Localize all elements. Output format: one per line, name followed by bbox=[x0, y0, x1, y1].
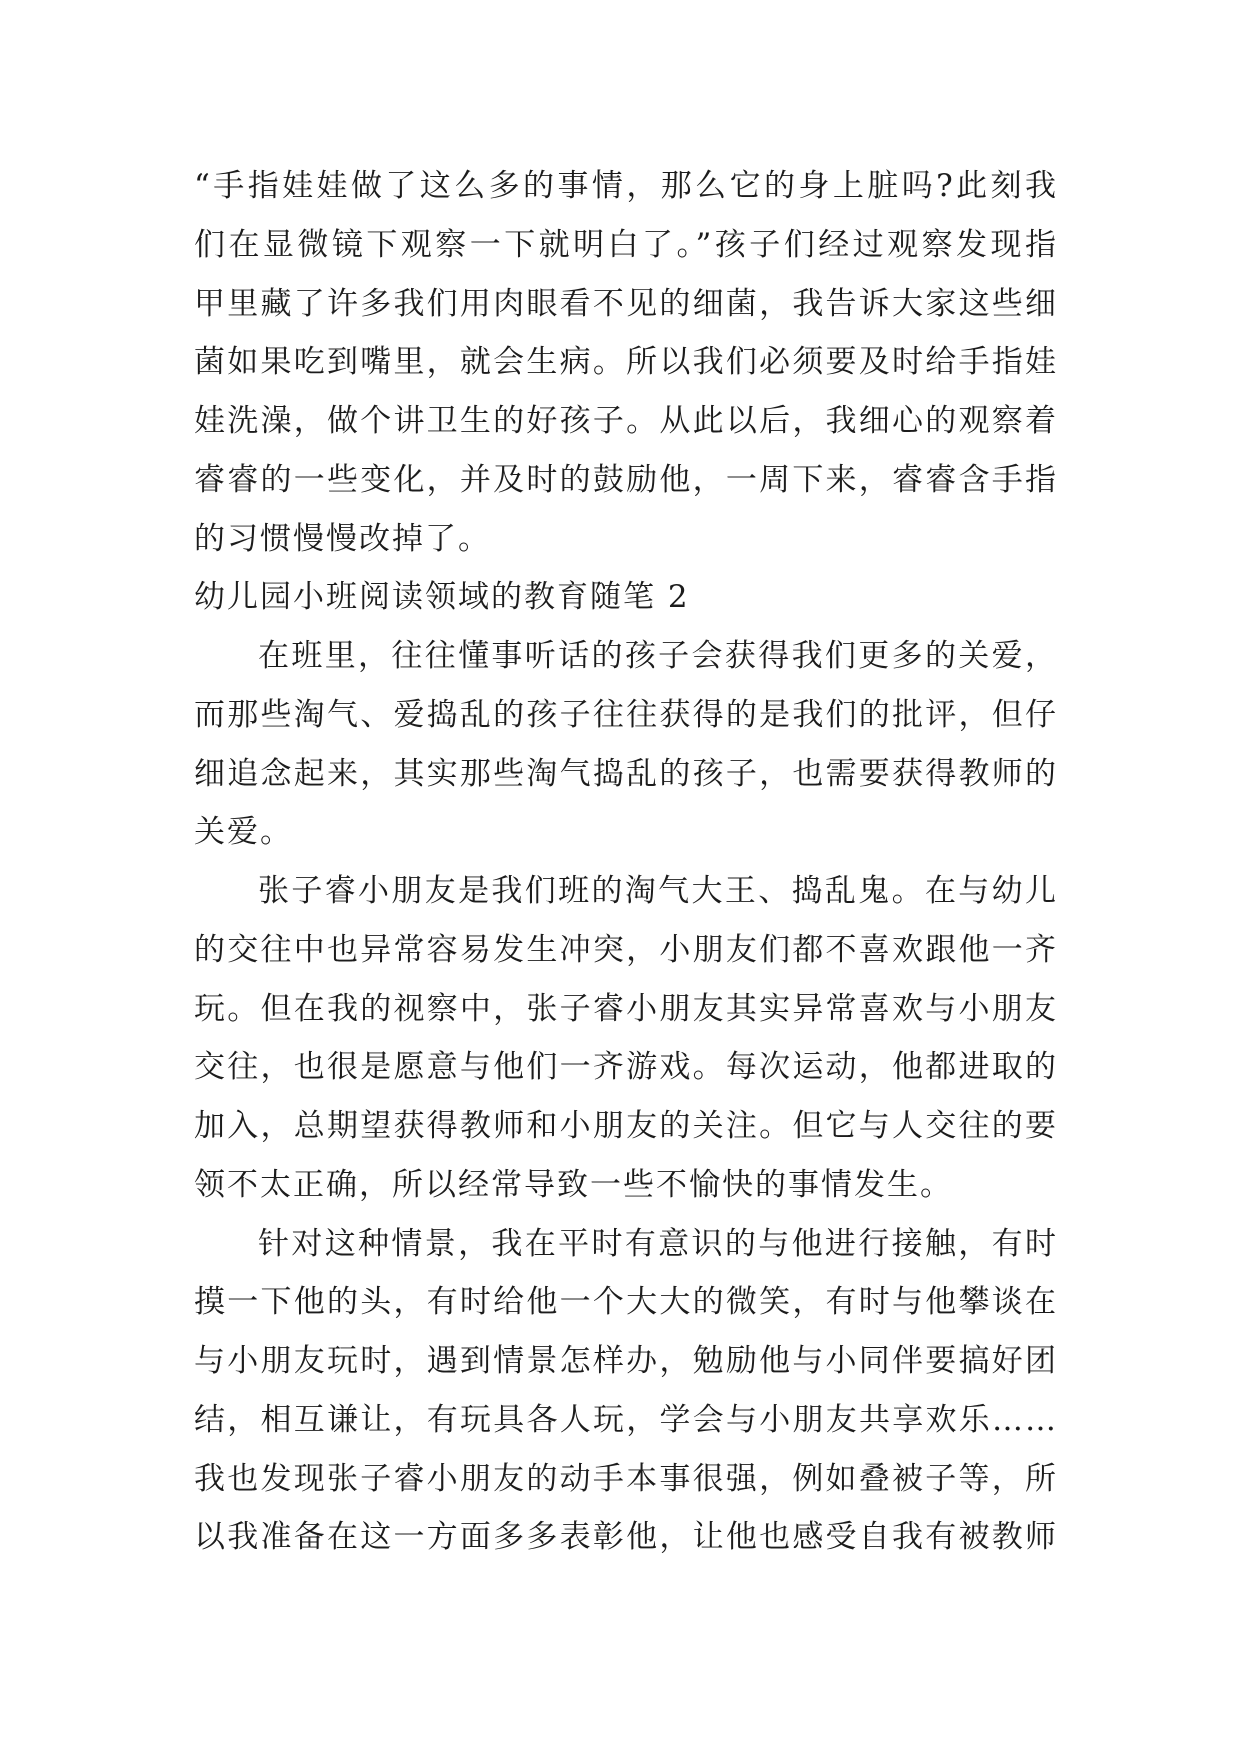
text-line: 的交往中也异常容易发生冲突，小朋友们都不喜欢跟他一齐 bbox=[194, 931, 1058, 968]
text-line: 睿睿的一些变化，并及时的鼓励他，一周下来，睿睿含手指 bbox=[194, 461, 1058, 498]
section-title: 幼儿园小班阅读领域的教育随笔 2 bbox=[194, 579, 690, 616]
paragraph bbox=[194, 627, 1058, 862]
text-line: 以我准备在这一方面多多表彰他，让他也感受自我有被教师 bbox=[194, 1519, 1058, 1556]
text-line: 娃洗澡，做个讲卫生的好孩子。从此以后，我细心的观察着 bbox=[194, 403, 1058, 439]
text-line: 玩。但在我的视察中，张子睿小朋友其实异常喜欢与小朋友 bbox=[194, 990, 1058, 1027]
text-line: 领不太正确，所以经常导致一些不愉快的事情发生。 bbox=[194, 1166, 953, 1203]
paragraph bbox=[194, 862, 1058, 1215]
text-line: 而那些淘气、爱捣乱的孩子往往获得的是我们的批评，但仔 bbox=[194, 696, 1058, 733]
text-line: 在班里，往往懂事听话的孩子会获得我们更多的关爱， bbox=[258, 638, 1058, 674]
text-line: 的习惯慢慢改掉了。 bbox=[194, 520, 491, 557]
text-line: 细追念起来，其实那些淘气捣乱的孩子，也需要获得教师的 bbox=[194, 755, 1058, 792]
text-line: 加入，总期望获得教师和小朋友的关注。但它与人交往的要 bbox=[194, 1108, 1058, 1144]
text-line: 针对这种情景，我在平时有意识的与他进行接触，有时 bbox=[258, 1225, 1058, 1262]
text-line: “手指娃娃做了这么多的事情，那么它的身上脏吗?此刻我 bbox=[194, 168, 1058, 204]
text-line: 关爱。 bbox=[194, 814, 293, 851]
paragraph bbox=[194, 1215, 1058, 1568]
text-line: 与小朋友玩时，遇到情景怎样办，勉励他与小同伴要搞好团 bbox=[194, 1343, 1058, 1379]
text-line: 们在显微镜下观察一下就明白了。”孩子们经过观察发现指 bbox=[194, 226, 1058, 263]
document-body bbox=[194, 157, 1058, 1567]
text-line: 张子睿小朋友是我们班的淘气大王、捣乱鬼。在与幼儿 bbox=[258, 873, 1058, 909]
text-line: 甲里藏了许多我们用肉眼看不见的细菌，我告诉大家这些细 bbox=[194, 285, 1058, 322]
text-line: 菌如果吃到嘴里，就会生病。所以我们必须要及时给手指娃 bbox=[194, 344, 1058, 381]
text-line: 我也发现张子睿小朋友的动手本事很强，例如叠被子等，所 bbox=[194, 1460, 1058, 1497]
text-line: 结，相互谦让，有玩具各人玩，学会与小朋友共享欢乐…… bbox=[194, 1401, 1058, 1438]
intro-paragraph bbox=[194, 157, 1058, 568]
text-line: 摸一下他的头，有时给他一个大大的微笑，有时与他攀谈在 bbox=[194, 1284, 1058, 1321]
text-line: 交往，也很是愿意与他们一齐游戏。每次运动，他都进取的 bbox=[194, 1049, 1058, 1086]
